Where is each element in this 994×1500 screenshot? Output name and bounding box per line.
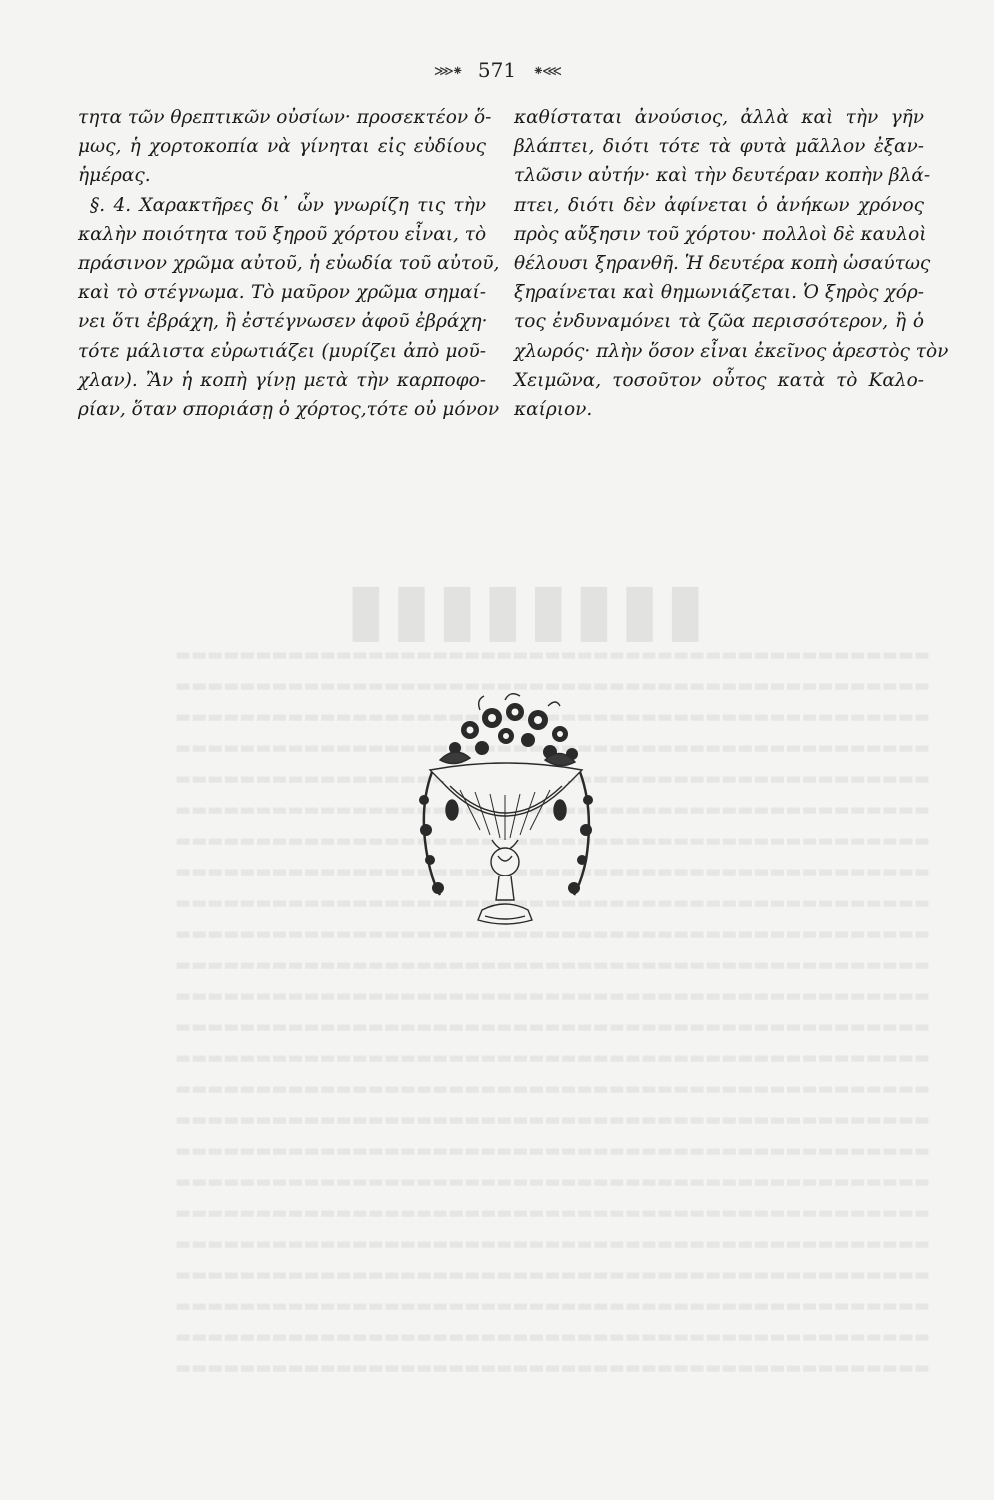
text-line: τότε μάλιστα εὐρωτιάζει (μυρίζει ἀπὸ μοῦ- bbox=[78, 340, 486, 362]
flower-basket-urn-icon bbox=[410, 690, 600, 940]
bleed-through-heading: ▮▮▮▮▮▮▮▮ bbox=[340, 565, 705, 650]
text-line: θέλουσι ξηρανθῆ. Ἡ δευτέρα κοπὴ ὡσαύτως bbox=[514, 253, 931, 275]
text-line: ξηραίνεται καὶ θημωνιάζεται. Ὁ ξηρὸς χόρ- bbox=[514, 282, 924, 304]
header-ornament-right: ⁕⋘ bbox=[532, 63, 561, 80]
bleed-through-text: ▬▬▬▬▬▬▬▬▬▬▬▬▬▬▬▬▬▬▬▬▬▬▬▬▬▬▬▬▬▬▬▬▬▬▬▬▬▬▬▬▬▬▬▬▬▬▬ ▬▬▬▬▬▬▬▬▬▬▬▬▬▬▬▬▬▬▬▬▬▬▬▬▬▬▬▬▬▬▬▬▬▬▬▬▬▬▬▬▬▬▬▬▬▬▬ ▬▬▬▬▬▬▬▬▬▬▬▬▬▬▬▬▬▬▬▬▬▬▬▬▬▬▬▬▬▬▬▬▬▬▬▬▬▬▬▬▬▬▬▬▬▬▬ ▬▬▬▬▬▬▬▬▬▬▬▬▬▬▬▬▬▬▬▬▬▬▬▬▬▬▬▬▬▬▬▬▬▬▬▬▬▬▬▬▬▬▬▬▬▬▬ ▬▬▬▬▬▬▬▬▬▬▬▬▬▬▬▬▬▬▬▬▬▬▬▬▬▬▬▬▬▬▬▬▬▬▬▬▬▬▬▬▬▬▬▬▬▬▬ ▬▬▬▬▬▬▬▬▬▬▬▬▬▬▬▬▬▬▬▬▬▬▬▬▬▬▬▬▬▬▬▬▬▬▬▬▬▬▬▬▬▬▬▬▬▬▬ ▬▬▬▬▬▬▬▬▬▬▬▬▬▬▬▬▬▬▬▬▬▬▬▬▬▬▬▬▬▬▬▬▬▬▬▬▬▬▬▬▬▬▬▬▬▬▬ ▬▬▬▬▬▬▬▬▬▬▬▬▬▬▬▬▬▬▬▬▬▬▬▬▬▬▬▬▬▬▬▬▬▬▬▬▬▬▬▬▬▬▬▬▬▬▬ ▬▬▬▬▬▬▬▬▬▬▬▬▬▬▬▬▬▬▬▬▬▬▬▬▬▬▬▬▬▬▬▬▬▬▬▬▬▬▬▬▬▬▬▬▬▬▬ ▬▬▬▬▬▬▬▬▬▬▬▬▬▬▬▬▬▬▬▬▬▬▬▬▬▬▬▬▬▬▬▬▬▬▬▬▬▬▬▬▬▬▬▬▬▬▬ ▬▬▬▬▬▬▬▬▬▬▬▬▬▬▬▬▬▬▬▬▬▬▬▬▬▬▬▬▬▬▬▬▬▬▬▬▬▬▬▬▬▬▬▬▬▬▬ ▬▬▬▬▬▬▬▬▬▬▬▬▬▬▬▬▬▬▬▬▬▬▬▬▬▬▬▬▬▬▬▬▬▬▬▬▬▬▬▬▬▬▬▬▬▬▬ ▬▬▬▬▬▬▬▬▬▬▬▬▬▬▬▬▬▬▬▬▬▬▬▬▬▬▬▬▬▬▬▬▬▬▬▬▬▬▬▬▬▬▬▬▬▬▬ ▬▬▬▬▬▬▬▬▬▬▬▬▬▬▬▬▬▬▬▬▬▬▬▬▬▬▬▬▬▬▬▬▬▬▬▬▬▬▬▬▬▬▬▬▬▬▬ ▬▬▬▬▬▬▬▬▬▬▬▬▬▬▬▬▬▬▬▬▬▬▬▬▬▬▬▬▬▬▬▬▬▬▬▬▬▬▬▬▬▬▬▬▬▬▬ ▬▬▬▬▬▬▬▬▬▬▬▬▬▬▬▬▬▬▬▬▬▬▬▬▬▬▬▬▬▬▬▬▬▬▬▬▬▬▬▬▬▬▬▬▬▬▬ ▬▬▬▬▬▬▬▬▬▬▬▬▬▬▬▬▬▬▬▬▬▬▬▬▬▬▬▬▬▬▬▬▬▬▬▬▬▬▬▬▬▬▬▬▬▬▬ ▬▬▬▬▬▬▬▬▬▬▬▬▬▬▬▬▬▬▬▬▬▬▬▬▬▬▬▬▬▬▬▬▬▬▬▬▬▬▬▬▬▬▬▬▬▬▬ ▬▬▬▬▬▬▬▬▬▬▬▬▬▬▬▬▬▬▬▬▬▬▬▬▬▬▬▬▬▬▬▬▬▬▬▬▬▬▬▬▬▬▬▬▬▬▬ ▬▬▬▬▬▬▬▬▬▬▬▬▬▬▬▬▬▬▬▬▬▬▬▬▬▬▬▬▬▬▬▬▬▬▬▬▬▬▬▬▬▬▬▬▬▬▬ ▬▬▬▬▬▬▬▬▬▬▬▬▬▬▬▬▬▬▬▬▬▬▬▬▬▬▬▬▬▬▬▬▬▬▬▬▬▬▬▬▬▬▬▬▬▬▬ ▬▬▬▬▬▬▬▬▬▬▬▬▬▬▬▬▬▬▬▬▬▬▬▬▬▬▬▬▬▬▬▬▬▬▬▬▬▬▬▬▬▬▬▬▬▬▬ bbox=[175, 645, 930, 1378]
text-line: μως, ἡ χορτοκοπία νὰ γίνηται εἰς εὐδίους bbox=[78, 136, 486, 158]
page-number: 571 bbox=[477, 58, 517, 82]
text-line: πρὸς αὔξησιν τοῦ χόρτου· πολλοὶ δὲ καυλοὶ bbox=[514, 223, 927, 245]
text-line: §. 4. Χαρακτῆρες δι᾽ ὧν γνωρίζη τις τὴν bbox=[90, 194, 486, 216]
page-header bbox=[0, 58, 994, 82]
text-line: Χειμῶνα, τοσοῦτον οὗτος κατὰ τὸ Καλο- bbox=[514, 369, 924, 391]
text-line: ρίαν, ὅταν σποριάσῃ ὁ χόρτος,τότε οὐ μόνον bbox=[78, 399, 500, 421]
text-line: καλὴν ποιότητα τοῦ ξηροῦ χόρτου εἶναι, τὸ bbox=[78, 223, 487, 245]
text-line: τλῶσιν αὐτήν· καὶ τὴν δευτέραν κοπὴν βλά- bbox=[514, 165, 931, 187]
left-text-column bbox=[78, 103, 500, 424]
text-line: καίριον. bbox=[514, 399, 593, 421]
text-line: πράσινον χρῶμα αὐτοῦ, ἡ εὐωδία τοῦ αὐτοῦ, bbox=[78, 253, 500, 275]
header-ornament-left: ⋙⁕ bbox=[433, 63, 462, 80]
text-line: πτει, διότι δὲν ἀφίνεται ὁ ἀνήκων χρόνος bbox=[514, 194, 924, 216]
text-line: βλάπτει, διότι τότε τὰ φυτὰ μᾶλλον ἐξαν- bbox=[514, 136, 924, 158]
right-text-column bbox=[514, 103, 949, 424]
text-line: τητα τῶν θρεπτικῶν οὐσίων· προσεκτέον ὅ- bbox=[78, 107, 492, 128]
text-line: χλωρός· πλὴν ὅσον εἶναι ἐκεῖνος ἀρεστὸς τὸν bbox=[514, 340, 949, 362]
text-line: καθίσταται ἀνούσιος, ἀλλὰ καὶ τὴν γῆν bbox=[514, 107, 924, 128]
text-line: χλαν). Ἂν ἡ κοπὴ γίνῃ μετὰ τὴν καρποφο- bbox=[78, 369, 486, 391]
text-line: ἡμέρας. bbox=[78, 165, 151, 187]
text-line: τος ἐνδυναμόνει τὰ ζῶα περισσότερον, ἢ ὁ bbox=[514, 311, 924, 333]
text-line: καὶ τὸ στέγνωμα. Τὸ μαῦρον χρῶμα σημαί- bbox=[78, 282, 486, 304]
text-line: νει ὅτι ἐβράχη, ἢ ἐστέγνωσεν ἀφοῦ ἐβράχη· bbox=[78, 311, 488, 333]
